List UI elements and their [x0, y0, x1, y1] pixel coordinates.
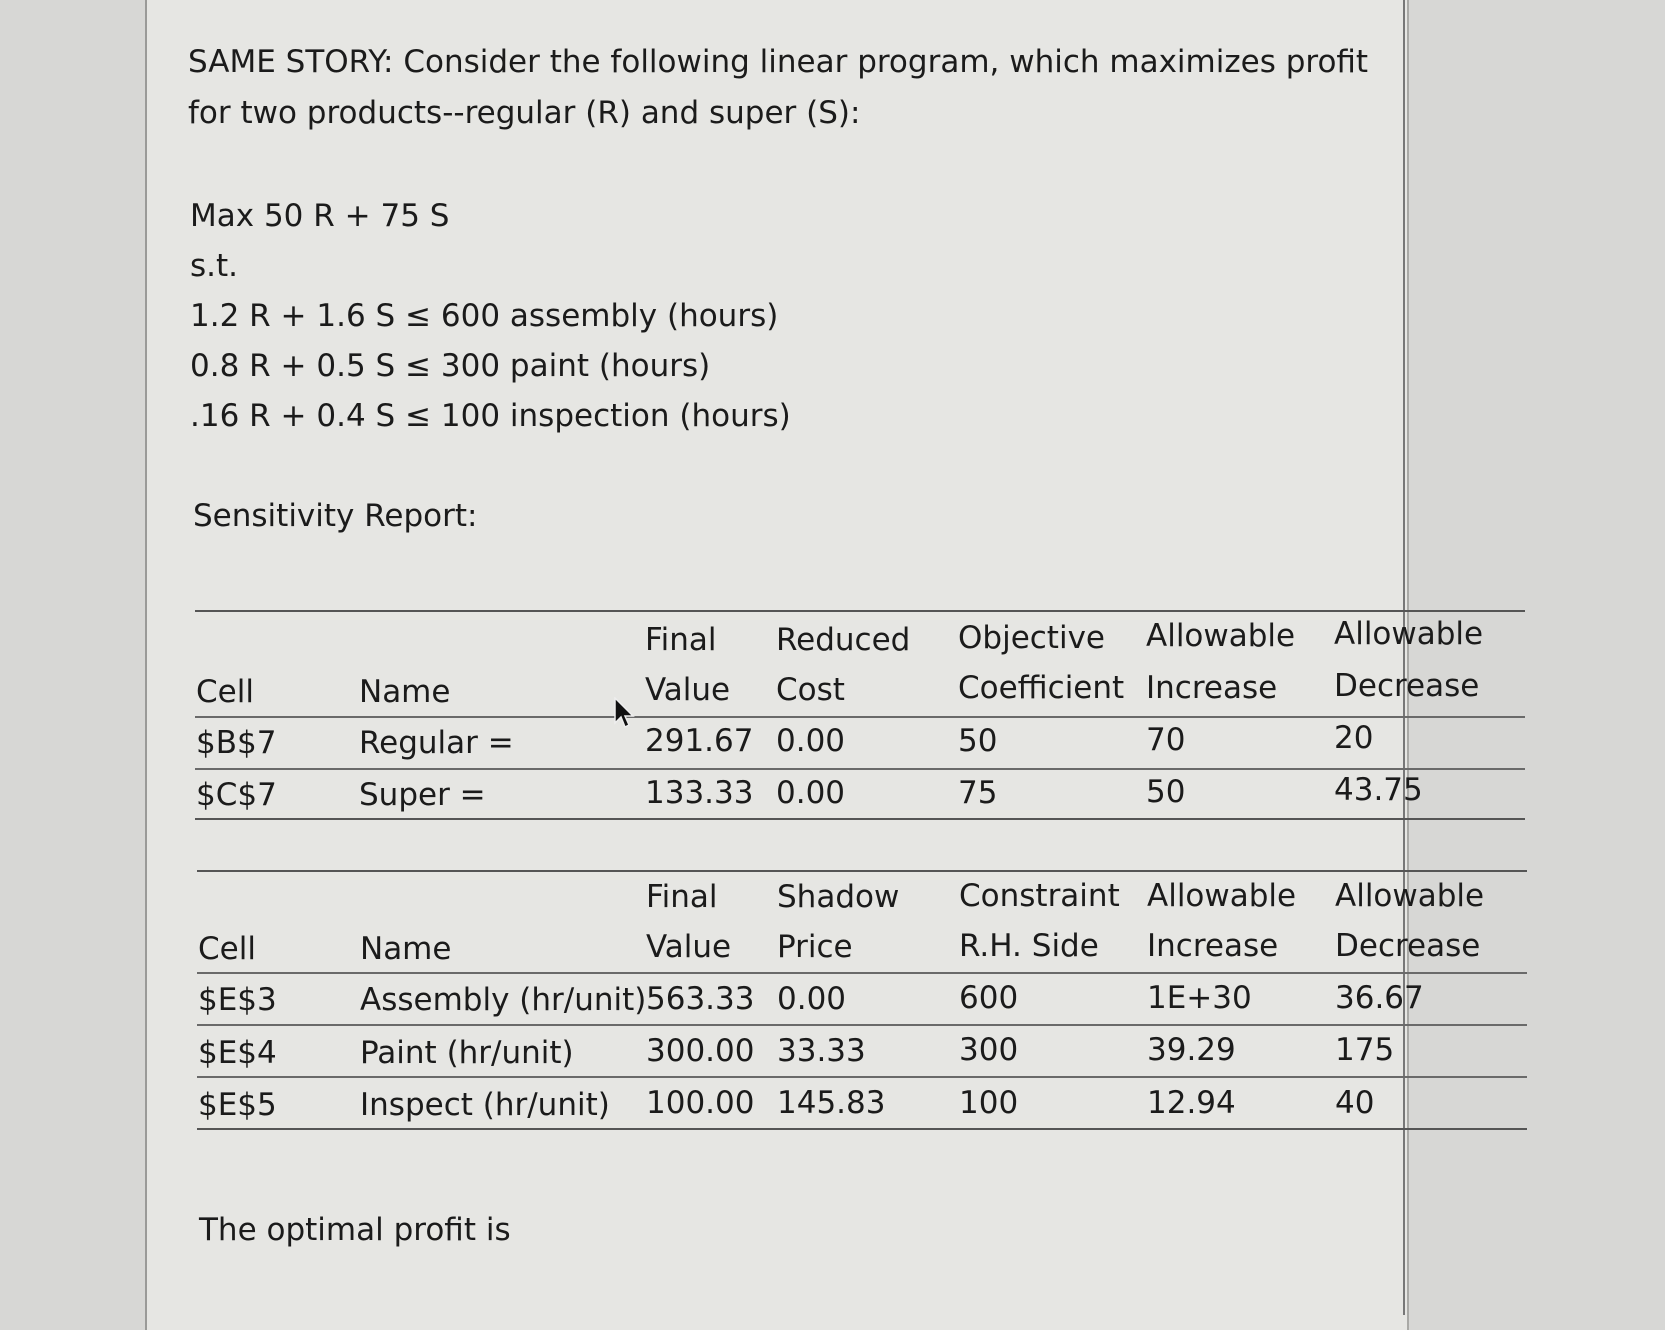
header-cell: Cell: [196, 674, 254, 710]
header-name: Name: [359, 674, 451, 710]
mouse-pointer-icon: [614, 697, 636, 731]
header-final: Final: [645, 622, 717, 658]
final-value: 563.33: [646, 981, 755, 1017]
allowable-decrease: 20: [1334, 720, 1374, 756]
allowable-increase: 39.29: [1147, 1032, 1236, 1068]
cell-ref: $E$5: [198, 1087, 277, 1123]
rh-side: 600: [959, 980, 1019, 1016]
header-allowable-increase: Allowable: [1146, 618, 1296, 654]
header-allowable-increase: Allowable: [1147, 878, 1297, 914]
reduced-cost: 0.00: [776, 723, 846, 759]
optimal-profit-question: The optimal profit is: [199, 1212, 511, 1248]
allowable-increase: 12.94: [1147, 1085, 1236, 1121]
intro-line-2: for two products--regular (R) and super (S):: [188, 95, 861, 131]
cell-ref: $C$7: [196, 777, 277, 813]
rh-side: 100: [959, 1085, 1019, 1121]
allowable-decrease: 175: [1335, 1032, 1395, 1068]
allowable-decrease: 40: [1335, 1085, 1375, 1121]
reduced-cost: 0.00: [776, 775, 846, 811]
header-objective: Objective: [958, 620, 1105, 656]
header-name: Name: [360, 931, 452, 967]
header-increase: Increase: [1146, 670, 1278, 706]
constraint-assembly: 1.2 R + 1.6 S ≤ 600 assembly (hours): [190, 298, 779, 334]
final-value: 291.67: [645, 723, 754, 759]
final-value: 100.00: [646, 1085, 755, 1121]
header-value: Value: [645, 672, 731, 708]
objective-coefficient: 50: [958, 723, 998, 759]
objective-coefficient: 75: [958, 775, 998, 811]
allowable-increase: 1E+30: [1147, 980, 1252, 1016]
header-rh-side: R.H. Side: [959, 928, 1099, 964]
table-bottom-rule: [195, 818, 1525, 820]
cell-ref: $E$3: [198, 982, 277, 1018]
table-bottom-rule: [197, 1128, 1527, 1130]
cell-name: Assembly (hr/unit): [360, 982, 647, 1018]
header-bottom-rule: [197, 972, 1527, 974]
allowable-decrease: 36.67: [1335, 980, 1424, 1016]
header-decrease: Decrease: [1335, 928, 1481, 964]
header-value: Value: [646, 929, 732, 965]
allowable-increase: 50: [1146, 774, 1186, 810]
row-rule: [195, 768, 1525, 770]
final-value: 300.00: [646, 1033, 755, 1069]
allowable-increase: 70: [1146, 722, 1186, 758]
shadow-price: 145.83: [777, 1085, 886, 1121]
header-bottom-rule: [195, 716, 1525, 718]
cell-name: Paint (hr/unit): [360, 1035, 574, 1071]
header-cell: Cell: [198, 931, 256, 967]
subject-to-label: s.t.: [190, 248, 239, 284]
cell-name: Regular =: [359, 725, 514, 761]
row-rule: [197, 1076, 1527, 1078]
header-allowable-decrease: Allowable: [1335, 878, 1485, 914]
sensitivity-report-title: Sensitivity Report:: [193, 498, 478, 534]
cell-ref: $E$4: [198, 1035, 277, 1071]
header-shadow: Shadow: [777, 879, 900, 915]
header-increase: Increase: [1147, 928, 1279, 964]
header-price: Price: [777, 929, 853, 965]
shadow-price: 33.33: [777, 1033, 866, 1069]
cell-ref: $B$7: [196, 725, 277, 761]
header-decrease: Decrease: [1334, 668, 1480, 704]
allowable-decrease: 43.75: [1334, 772, 1423, 808]
table-top-rule: [195, 610, 1525, 612]
constraint-paint: 0.8 R + 0.5 S ≤ 300 paint (hours): [190, 348, 711, 384]
shadow-price: 0.00: [777, 981, 847, 1017]
final-value: 133.33: [645, 775, 754, 811]
intro-line-1: SAME STORY: Consider the following linear program, which maximizes profit: [188, 44, 1369, 80]
header-constraint: Constraint: [959, 878, 1120, 914]
table-top-rule: [197, 870, 1527, 872]
header-final: Final: [646, 879, 718, 915]
header-reduced: Reduced: [776, 622, 911, 658]
page-edge-rule: [1403, 0, 1405, 1315]
constraint-inspection: .16 R + 0.4 S ≤ 100 inspection (hours): [190, 398, 791, 434]
cell-name: Super =: [359, 777, 486, 813]
header-cost: Cost: [776, 672, 845, 708]
header-coefficient: Coefficient: [958, 670, 1125, 706]
cell-name: Inspect (hr/unit): [360, 1087, 610, 1123]
objective-function: Max 50 R + 75 S: [190, 198, 450, 234]
row-rule: [197, 1024, 1527, 1026]
rh-side: 300: [959, 1032, 1019, 1068]
header-allowable-decrease: Allowable: [1334, 616, 1484, 652]
